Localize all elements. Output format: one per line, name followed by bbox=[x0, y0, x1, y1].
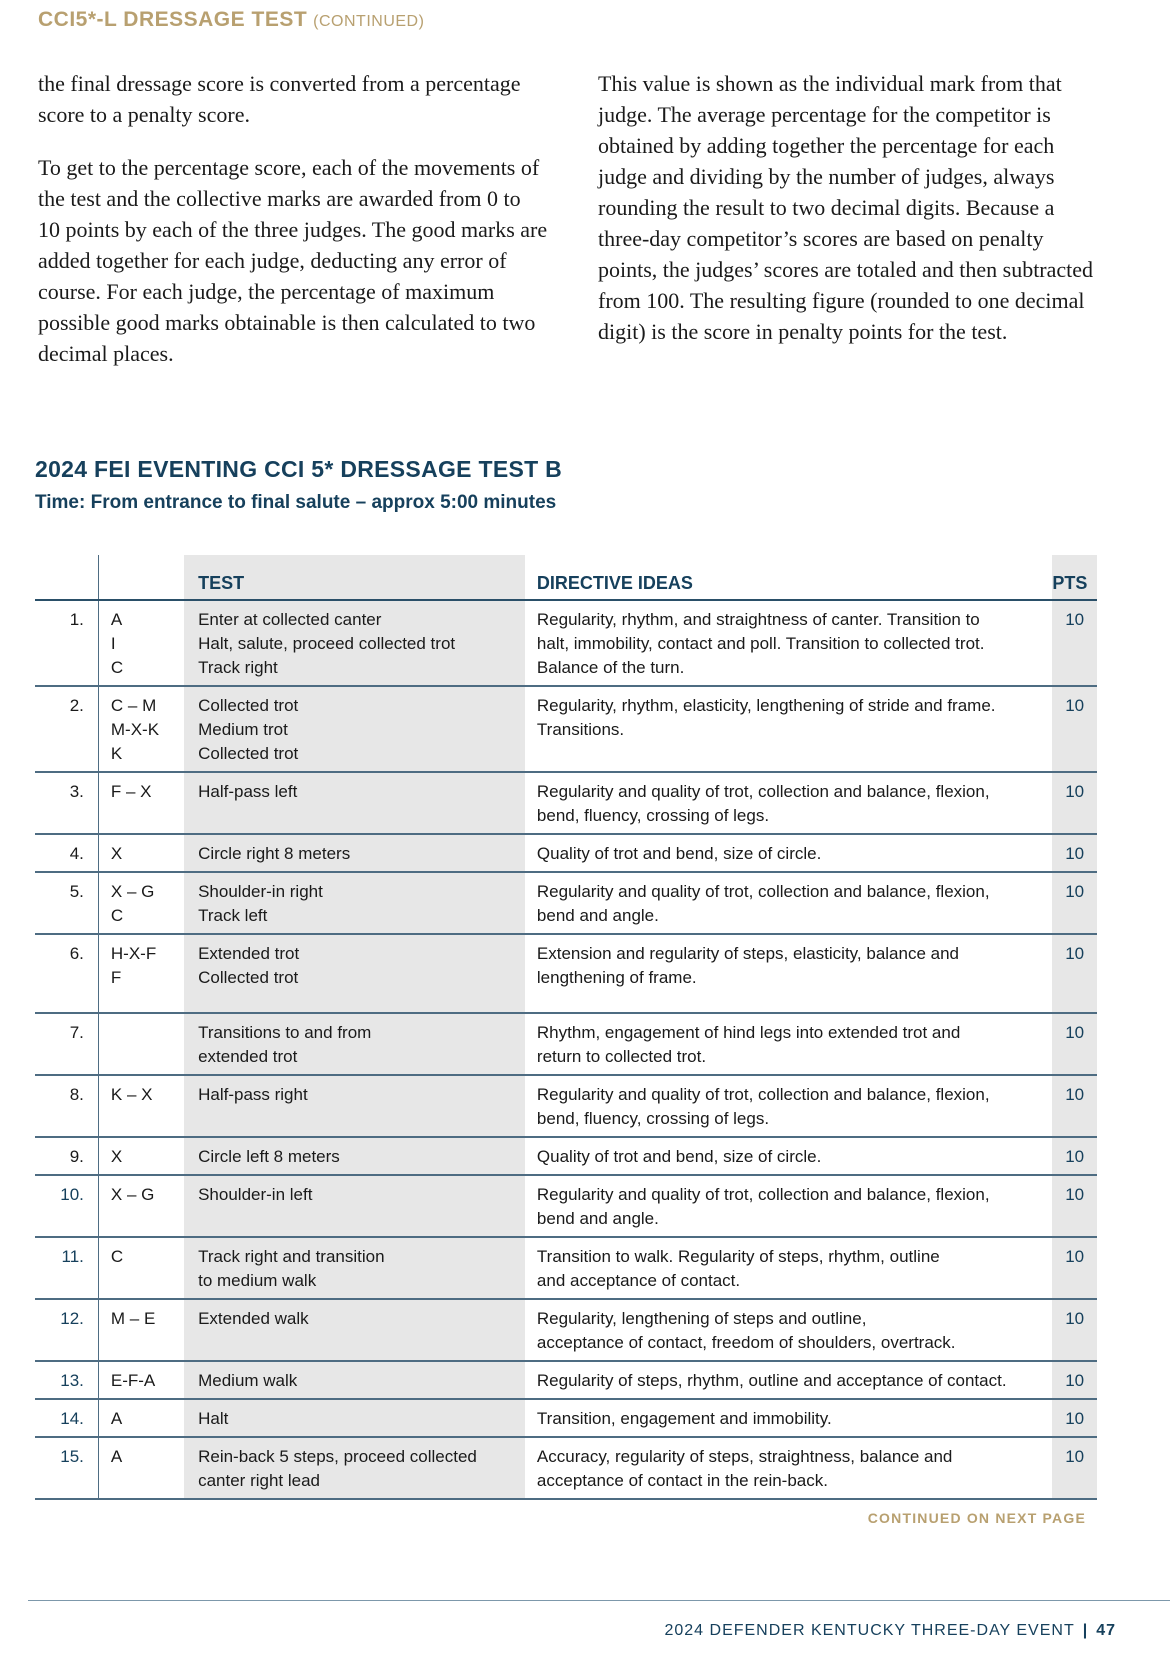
row-test: Track right and transition to medium walk bbox=[184, 1237, 525, 1299]
row-letters: E-F-A bbox=[98, 1361, 184, 1399]
table-row bbox=[35, 1299, 1097, 1361]
row-number: 3. bbox=[35, 772, 98, 834]
row-points: 10 bbox=[1052, 686, 1097, 772]
table-row bbox=[35, 1175, 1097, 1237]
row-test: Half-pass right bbox=[184, 1075, 525, 1137]
row-letters: A I C bbox=[98, 600, 184, 686]
row-number: 11. bbox=[35, 1237, 98, 1299]
running-head bbox=[38, 8, 424, 32]
row-number: 12. bbox=[35, 1299, 98, 1361]
footer-separator: | bbox=[1082, 1622, 1089, 1639]
row-letters bbox=[98, 1013, 184, 1075]
row-points: 10 bbox=[1052, 934, 1097, 1013]
row-directive: Regularity, lengthening of steps and outline, acceptance of contact, freedom of shoulders, overtrack. bbox=[525, 1299, 1052, 1361]
row-points: 10 bbox=[1052, 772, 1097, 834]
table-row bbox=[35, 600, 1097, 686]
row-number: 8. bbox=[35, 1075, 98, 1137]
table-row bbox=[35, 772, 1097, 834]
header-test: TEST bbox=[184, 555, 525, 600]
row-test: Shoulder-in right Track left bbox=[184, 872, 525, 934]
intro-right-column bbox=[598, 68, 1108, 369]
intro-paragraph: This value is shown as the individual mark from that judge. The average percentage for the competitor is obtained by adding together the percentage for each judge and dividing by the number of judges, always rounding the result to two decimal digits. Because a three-day competitor’s scores are based on penalty points, the judges’ scores are totaled and then subtracted from 100. The resulting figure (rounded to one decimal digit) is the score in penalty points for the test. bbox=[598, 71, 1094, 344]
row-letters: X – G bbox=[98, 1175, 184, 1237]
row-directive: Regularity, rhythm, and straightness of canter. Transition to halt, immobility, contact and poll. Transition to collected trot. Balance of the turn. bbox=[525, 600, 1052, 686]
row-test: Collected trot Medium trot Collected trot bbox=[184, 686, 525, 772]
row-number: 6. bbox=[35, 934, 98, 1013]
row-test: Medium walk bbox=[184, 1361, 525, 1399]
row-number: 13. bbox=[35, 1361, 98, 1399]
table-row bbox=[35, 934, 1097, 1013]
row-number: 1. bbox=[35, 600, 98, 686]
row-points: 10 bbox=[1052, 1399, 1097, 1437]
row-points: 10 bbox=[1052, 1237, 1097, 1299]
row-test: Halt bbox=[184, 1399, 525, 1437]
row-number: 9. bbox=[35, 1137, 98, 1175]
row-letters: A bbox=[98, 1437, 184, 1499]
row-number: 2. bbox=[35, 686, 98, 772]
row-points: 10 bbox=[1052, 834, 1097, 872]
row-test: Transitions to and from extended trot bbox=[184, 1013, 525, 1075]
header-pts: PTS bbox=[1052, 555, 1097, 600]
table-row bbox=[35, 1399, 1097, 1437]
row-number: 4. bbox=[35, 834, 98, 872]
row-directive: Regularity and quality of trot, collection and balance, flexion, bend and angle. bbox=[525, 1175, 1052, 1237]
row-letters: C – M M-X-K K bbox=[98, 686, 184, 772]
row-number: 5. bbox=[35, 872, 98, 934]
row-directive: Regularity and quality of trot, collection and balance, flexion, bend, fluency, crossing of legs. bbox=[525, 1075, 1052, 1137]
row-number: 15. bbox=[35, 1437, 98, 1499]
row-letters: F – X bbox=[98, 772, 184, 834]
running-head-continued: (CONTINUED) bbox=[313, 13, 425, 30]
row-test: Circle left 8 meters bbox=[184, 1137, 525, 1175]
row-directive: Accuracy, regularity of steps, straightness, balance and acceptance of contact in the rein-back. bbox=[525, 1437, 1052, 1499]
table-row bbox=[35, 1075, 1097, 1137]
row-points: 10 bbox=[1052, 1075, 1097, 1137]
footer-publication: 2024 DEFENDER KENTUCKY THREE-DAY EVENT bbox=[664, 1622, 1075, 1639]
row-points: 10 bbox=[1052, 600, 1097, 686]
intro-paragraph: To get to the percentage score, each of the movements of the test and the collective marks are awarded from 0 to 10 points by each of the three judges. The good marks are added together for each judge, deducting any error of course. For each judge, the percentage of maximum possible good marks obtainable is then calculated to two decimal places. bbox=[38, 155, 548, 366]
row-letters: H-X-F F bbox=[98, 934, 184, 1013]
row-test: Rein-back 5 steps, proceed collected canter right lead bbox=[184, 1437, 525, 1499]
row-test: Circle right 8 meters bbox=[184, 834, 525, 872]
row-letters: X bbox=[98, 1137, 184, 1175]
row-points: 10 bbox=[1052, 872, 1097, 934]
intro-paragraph: the final dressage score is converted from a percentage score to a penalty score. bbox=[38, 71, 521, 127]
table-row bbox=[35, 834, 1097, 872]
row-directive: Quality of trot and bend, size of circle. bbox=[525, 1137, 1052, 1175]
row-letters: K – X bbox=[98, 1075, 184, 1137]
table-header-row bbox=[35, 555, 1097, 600]
page-footer bbox=[664, 1622, 1116, 1640]
row-number: 10. bbox=[35, 1175, 98, 1237]
table-row bbox=[35, 1237, 1097, 1299]
row-points: 10 bbox=[1052, 1175, 1097, 1237]
continued-note: CONTINUED ON NEXT PAGE bbox=[867, 1510, 1086, 1526]
row-points: 10 bbox=[1052, 1137, 1097, 1175]
section-title: 2024 FEI EVENTING CCI 5* DRESSAGE TEST B bbox=[35, 456, 563, 482]
row-directive: Regularity, rhythm, elasticity, lengthening of stride and frame. Transitions. bbox=[525, 686, 1052, 772]
row-directive: Regularity and quality of trot, collection and balance, flexion, bend and angle. bbox=[525, 872, 1052, 934]
row-test: Extended walk bbox=[184, 1299, 525, 1361]
row-directive: Transition to walk. Regularity of steps, rhythm, outline and acceptance of contact. bbox=[525, 1237, 1052, 1299]
row-test: Shoulder-in left bbox=[184, 1175, 525, 1237]
row-letters: M – E bbox=[98, 1299, 184, 1361]
row-points: 10 bbox=[1052, 1437, 1097, 1499]
table-row bbox=[35, 1437, 1097, 1499]
intro-left-column bbox=[38, 68, 548, 391]
dressage-test-table bbox=[35, 555, 1097, 1500]
row-letters: X – G C bbox=[98, 872, 184, 934]
row-directive: Regularity of steps, rhythm, outline and acceptance of contact. bbox=[525, 1361, 1052, 1399]
table-row bbox=[35, 1013, 1097, 1075]
row-letters: X bbox=[98, 834, 184, 872]
row-letters: A bbox=[98, 1399, 184, 1437]
row-test: Extended trot Collected trot bbox=[184, 934, 525, 1013]
row-points: 10 bbox=[1052, 1361, 1097, 1399]
row-points: 10 bbox=[1052, 1013, 1097, 1075]
row-directive: Quality of trot and bend, size of circle. bbox=[525, 834, 1052, 872]
running-head-title: CCI5*-L DRESSAGE TEST bbox=[38, 8, 308, 31]
row-directive: Regularity and quality of trot, collection and balance, flexion, bend, fluency, crossing of legs. bbox=[525, 772, 1052, 834]
footer-rule bbox=[28, 1600, 1170, 1601]
header-directive: DIRECTIVE IDEAS bbox=[525, 555, 1052, 600]
header-letters bbox=[98, 555, 184, 600]
table-row bbox=[35, 1361, 1097, 1399]
page-number: 47 bbox=[1096, 1622, 1116, 1639]
row-directive: Extension and regularity of steps, elasticity, balance and lengthening of frame. bbox=[525, 934, 1052, 1013]
row-directive: Rhythm, engagement of hind legs into extended trot and return to collected trot. bbox=[525, 1013, 1052, 1075]
row-points: 10 bbox=[1052, 1299, 1097, 1361]
table-row bbox=[35, 686, 1097, 772]
section-subtitle: Time: From entrance to final salute – approx 5:00 minutes bbox=[35, 492, 557, 513]
row-test: Enter at collected canter Halt, salute, proceed collected trot Track right bbox=[184, 600, 525, 686]
row-letters: C bbox=[98, 1237, 184, 1299]
row-directive: Transition, engagement and immobility. bbox=[525, 1399, 1052, 1437]
row-number: 14. bbox=[35, 1399, 98, 1437]
row-test: Half-pass left bbox=[184, 772, 525, 834]
table-row bbox=[35, 872, 1097, 934]
header-num bbox=[35, 555, 98, 600]
row-number: 7. bbox=[35, 1013, 98, 1075]
table-row bbox=[35, 1137, 1097, 1175]
